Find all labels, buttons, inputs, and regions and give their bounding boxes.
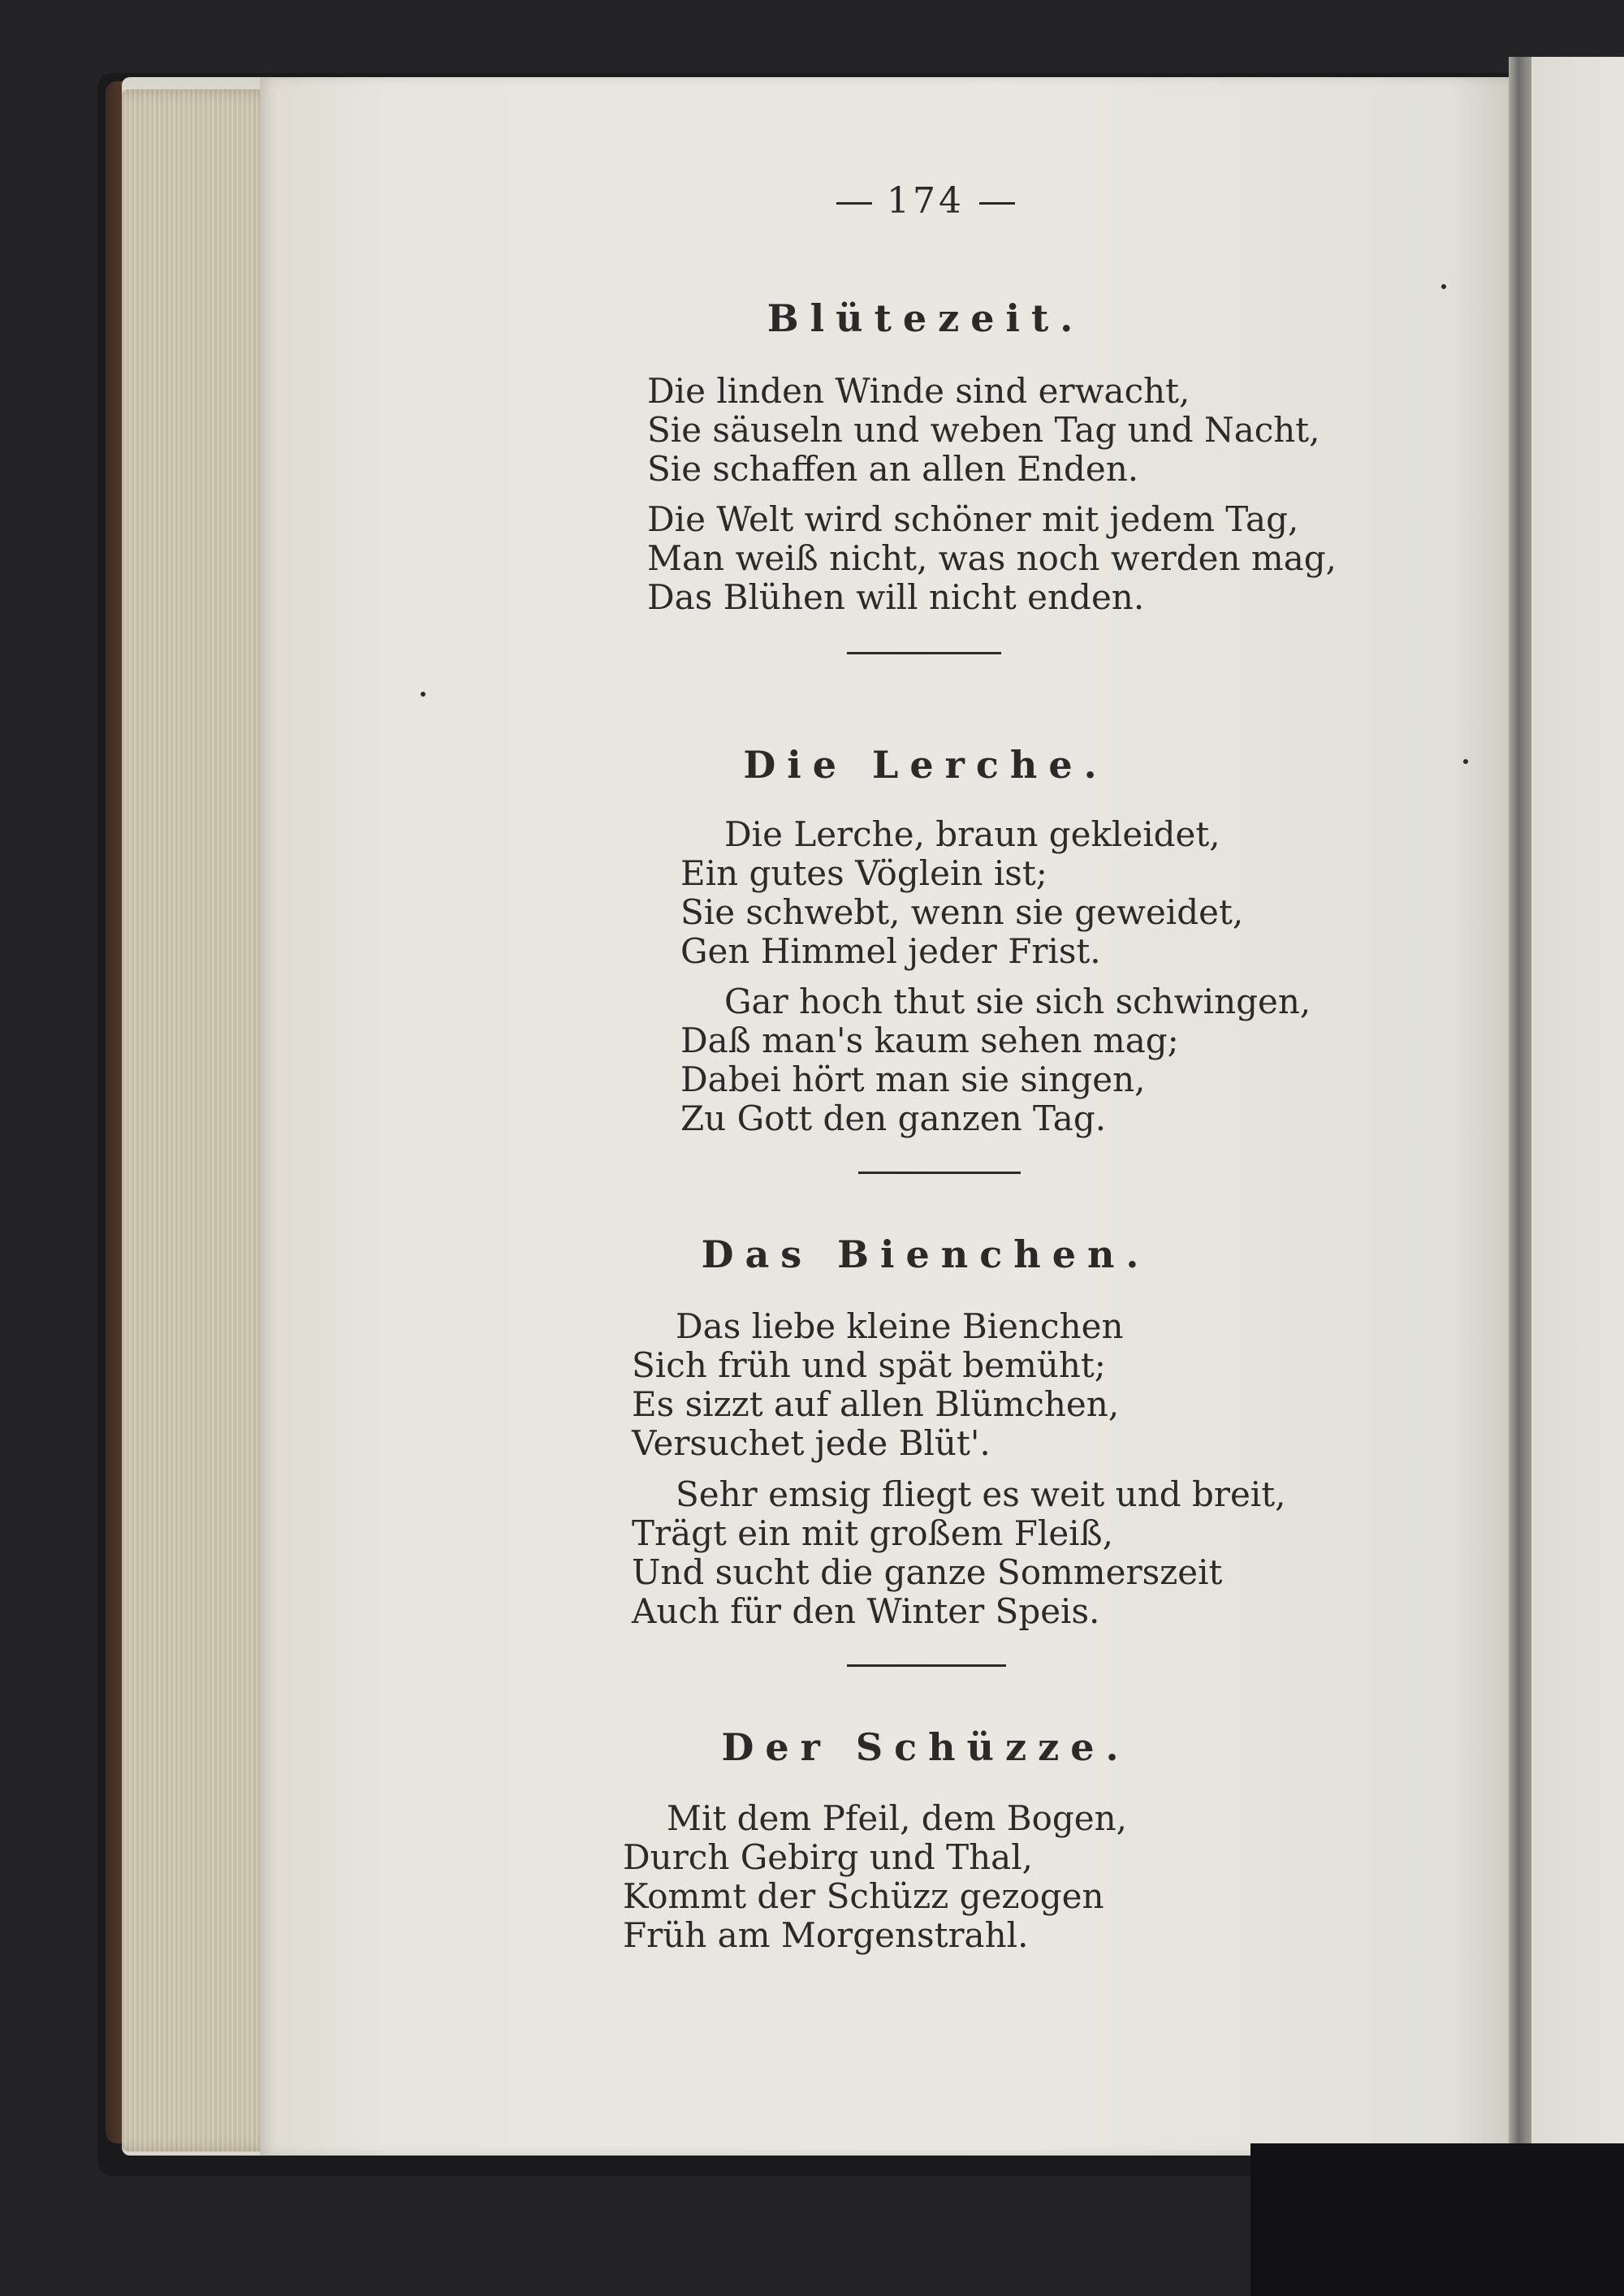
ink-speck xyxy=(1441,284,1446,289)
poem-stanza xyxy=(632,1475,1285,1631)
poem-line: Das liebe kleine Bienchen xyxy=(676,1306,1124,1346)
poem-line: Gen Himmel jeder Frist. xyxy=(680,931,1101,971)
poem-line: Durch Gebirg und Thal, xyxy=(623,1837,1033,1877)
poem-stanza xyxy=(647,372,1320,489)
page-number-text: 174 xyxy=(887,180,965,222)
poem-line: Man weiß nicht, was noch werden mag, xyxy=(647,538,1337,578)
poem-line: Kommt der Schüzz gezogen xyxy=(623,1876,1104,1916)
section-divider xyxy=(858,1172,1021,1174)
poem-stanza xyxy=(647,500,1337,617)
poem-line: Ein gutes Vöglein ist; xyxy=(680,853,1047,893)
dash-right xyxy=(979,202,1015,205)
poem-line: Die linden Winde sind erwacht, xyxy=(647,371,1190,411)
poem-title: Blütezeit. xyxy=(767,296,1085,340)
poem-line: Mit dem Pfeil, dem Bogen, xyxy=(667,1798,1128,1838)
poem-line: Daß man's kaum sehen mag; xyxy=(680,1021,1179,1060)
poem-stanza xyxy=(680,982,1311,1138)
ink-speck xyxy=(421,692,425,697)
poem-line: Versuchet jede Blüt'. xyxy=(632,1423,991,1463)
poem-line: Trägt ein mit großem Fleiß, xyxy=(632,1513,1114,1553)
poem-title: Das Bienchen. xyxy=(701,1232,1151,1276)
book-gutter xyxy=(1509,57,1533,2168)
poem-line: Sie schwebt, wenn sie geweidet, xyxy=(680,892,1244,932)
ink-speck xyxy=(1463,759,1468,764)
poem-line: Sehr emsig fliegt es weit und breit, xyxy=(676,1474,1286,1514)
poem-line: Und sucht die ganze Sommerszeit xyxy=(632,1552,1223,1592)
poem-line: Das Blühen will nicht enden. xyxy=(647,577,1145,617)
poem-title: Der Schüzze. xyxy=(721,1725,1130,1769)
page-edges xyxy=(122,89,276,2151)
section-divider xyxy=(847,1664,1006,1667)
page-number xyxy=(0,180,1624,222)
poem-line: Sich früh und spät bemüht; xyxy=(632,1345,1106,1385)
poem-line: Die Lerche, braun gekleidet, xyxy=(724,814,1220,854)
poem-line: Früh am Morgenstrahl. xyxy=(623,1915,1029,1955)
poem-line: Die Welt wird schöner mit jedem Tag, xyxy=(647,499,1299,539)
poem-line: Auch für den Winter Speis. xyxy=(632,1591,1100,1631)
poem-stanza xyxy=(632,1307,1124,1463)
background-shadow xyxy=(1250,2143,1624,2296)
poem-line: Sie schaffen an allen Enden. xyxy=(647,449,1139,489)
poem-stanza xyxy=(623,1799,1127,1955)
poem-line: Zu Gott den ganzen Tag. xyxy=(680,1098,1107,1138)
facing-page-edge xyxy=(1531,57,1624,2168)
poem-line: Dabei hört man sie singen, xyxy=(680,1060,1146,1099)
poem-title: Die Lerche. xyxy=(743,743,1108,787)
poem-line: Sie säuseln und weben Tag und Nacht, xyxy=(647,410,1320,450)
poem-line: Gar hoch thut sie sich schwingen, xyxy=(724,982,1311,1021)
dash-left xyxy=(836,202,872,205)
poem-stanza xyxy=(680,815,1243,971)
section-divider xyxy=(847,652,1001,654)
poem-line: Es sizzt auf allen Blümchen, xyxy=(632,1384,1120,1424)
